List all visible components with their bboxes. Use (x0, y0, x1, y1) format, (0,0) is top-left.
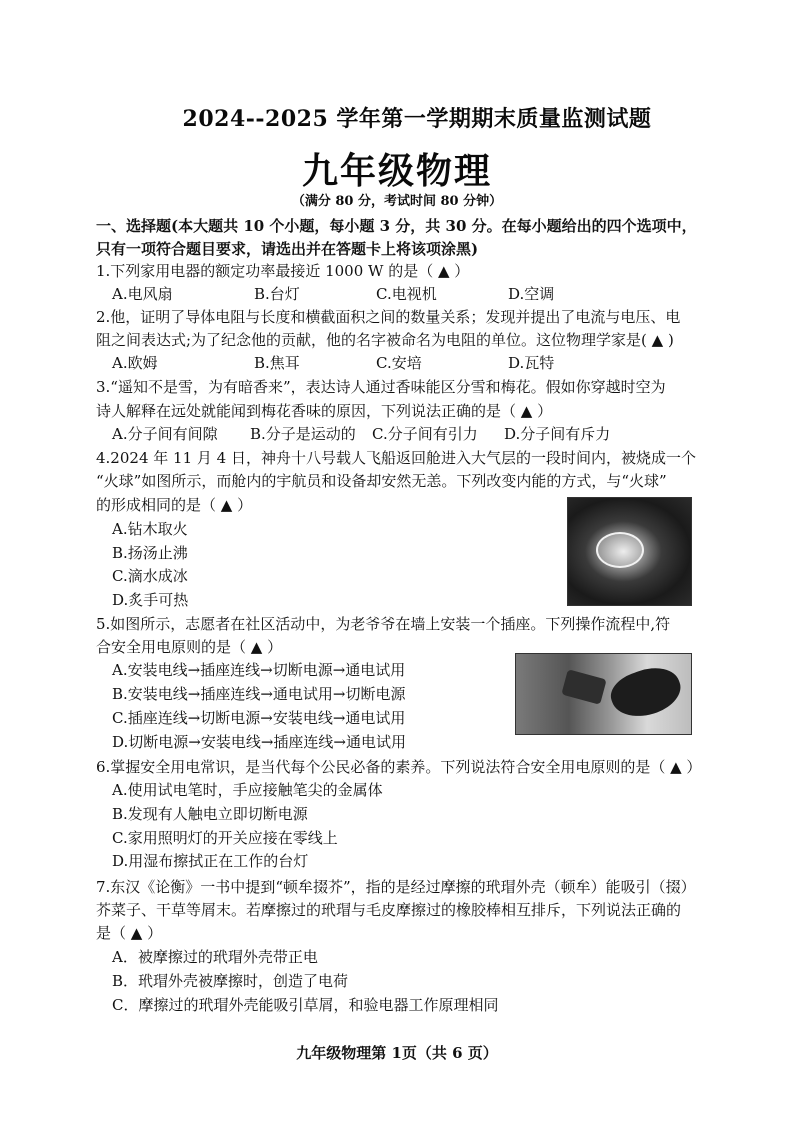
question-6-stem: 6.掌握安全用电常识，是当代每个公民必备的素养。下列说法符合安全用电原则的是（ ▲ ） (96, 758, 702, 776)
question-1-options (112, 283, 712, 305)
option-b: B.分子是运动的 (250, 425, 356, 443)
question-7-stem: 7.东汉《论衡》一书中提到“顿牟掇芥”，指的是经过摩擦的玳瑁外壳（顿牟）能吸引（掇） (96, 878, 696, 896)
hand-shape (605, 659, 686, 725)
fireball-capsule-photo (567, 497, 692, 606)
option-a: A.电风扇 (112, 285, 173, 303)
option-b: B.发现有人触电立即切断电源 (112, 805, 308, 823)
subject-title: 九年级物理 (301, 150, 492, 192)
option-a: A.使用试电笔时，手应接触笔尖的金属体 (112, 781, 383, 799)
question-4-stem-end: 的形成相同的是（ ▲ ） (96, 496, 253, 514)
option-c: C．摩擦过的玳瑁外壳能吸引草屑，和验电器工作原理相同 (112, 996, 499, 1014)
question-5-stem: 5.如图所示，志愿者在社区活动中，为老爷爷在墙上安装一个插座。下列操作流程中,符 (96, 615, 671, 633)
option-a: A．被摩擦过的玳瑁外壳带正电 (112, 948, 318, 966)
option-a: A.欧姆 (112, 354, 158, 372)
option-d: D.炙手可热 (112, 591, 189, 609)
option-b: B.台灯 (254, 285, 300, 303)
option-c: C.安培 (376, 354, 422, 372)
option-b: B．玳瑁外壳被摩擦时，创造了电荷 (112, 972, 349, 990)
option-d: D.瓦特 (508, 354, 555, 372)
section-heading: 一、选择题(本大题共 10 个小题，每小题 3 分，共 30 分。在每小题给出的四个选项中， (96, 217, 697, 235)
option-c: C.电视机 (376, 285, 437, 303)
question-7-stem-end: 是（ ▲ ） (96, 924, 163, 942)
question-3-options (112, 423, 712, 445)
question-3-stem: 3.“遥知不是雪，为有暗香来”，表达诗人通过香味能区分雪和梅花。假如你穿越时空为 (96, 378, 666, 396)
question-5-stem-cont: 合安全用电原则的是（ ▲ ） (96, 638, 283, 656)
option-c: C.滴水成冰 (112, 567, 188, 585)
socket-shape (561, 669, 606, 704)
option-a: A.安装电线→插座连线→切断电源→通电试用 (112, 661, 406, 679)
question-4-stem-cont: “火球”如图所示，而舱内的宇航员和设备却安然无恙。下列改变内能的方式，与“火球” (96, 472, 667, 490)
section-heading-cont: 只有一项符合题目要求，请选出并在答题卡上将该项涂黑) (96, 240, 479, 258)
page-footer: 九年级物理第 1页（共 6 页） (296, 1044, 498, 1062)
option-c: C.插座连线→切断电源→安装电线→通电试用 (112, 709, 406, 727)
fireball-glow (596, 532, 644, 568)
socket-install-photo (515, 653, 692, 735)
option-d: D.分子间有斥力 (504, 425, 611, 443)
option-b: B.安装电线→插座连线→通电试用→切断电源 (112, 685, 406, 703)
question-7-stem-cont: 芥菜子、干草等屑末。若摩擦过的玳瑁与毛皮摩擦过的橡胶棒相互排斥，下列说法正确的 (96, 901, 682, 919)
option-a: A.分子间有间隙 (112, 425, 218, 443)
question-2-options (112, 352, 712, 374)
question-3-stem-cont: 诗人解释在远处就能闻到梅花香味的原因，下列说法正确的是（ ▲ ） (96, 402, 553, 420)
question-2-stem: 2.他，证明了导体电阻与长度和横截面积之间的数量关系；发现并提出了电流与电压、电 (96, 308, 681, 326)
question-1-stem: 1.下列家用电器的额定功率最接近 1000 W 的是（ ▲ ） (96, 262, 470, 280)
exam-note: （满分 80 分，考试时间 80 分钟） (291, 194, 503, 209)
question-2-stem-cont: 阻之间表达式;为了纪念他的贡献，他的名字被命名为电阻的单位。这位物理学家是( ▲ ) (96, 331, 674, 349)
option-b: B.扬汤止沸 (112, 544, 188, 562)
option-c: C.分子间有引力 (372, 425, 478, 443)
option-d: D.用湿布擦拭正在工作的台灯 (112, 852, 309, 870)
option-a: A.钻木取火 (112, 520, 188, 538)
option-d: D.切断电源→安装电线→插座连线→通电试用 (112, 733, 406, 751)
option-d: D.空调 (508, 285, 555, 303)
exam-title: 2024--2025 学年第一学期期末质量监测试题 (182, 106, 652, 132)
option-c: C.家用照明灯的开关应接在零线上 (112, 829, 338, 847)
question-4-stem: 4.2024 年 11 月 4 日，神舟十八号载人飞船返回舱进入大气层的一段时间内，被烧成一个 (96, 449, 696, 467)
option-b: B.焦耳 (254, 354, 300, 372)
